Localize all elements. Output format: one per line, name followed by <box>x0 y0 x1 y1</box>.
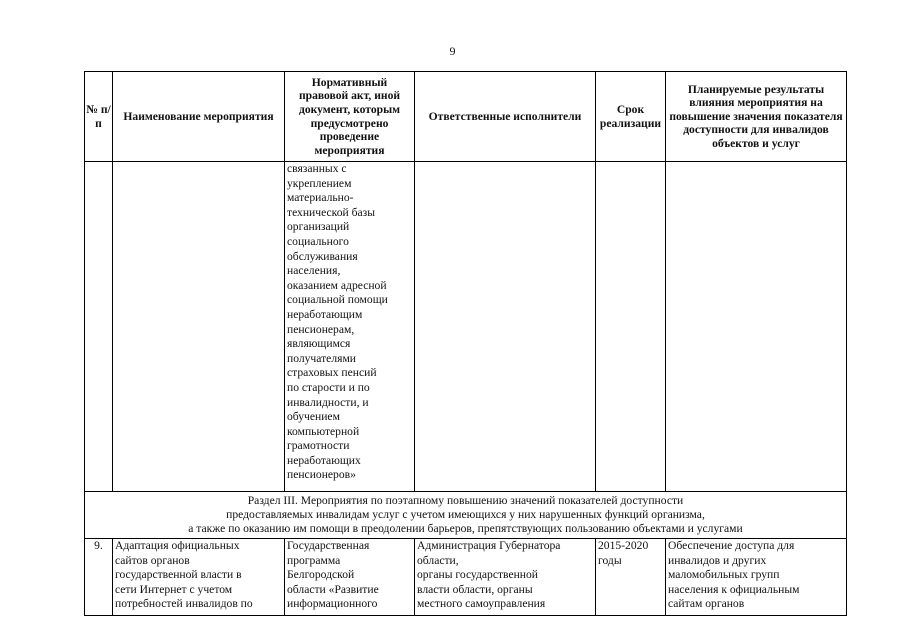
text-line: сайтов органов <box>115 553 190 567</box>
table-cell <box>113 162 285 492</box>
row-number: 9. <box>85 539 113 616</box>
text-line: сети Интернет с учетом <box>115 582 233 596</box>
text-line: инвалидности, и <box>287 395 369 409</box>
term-cell <box>596 539 666 616</box>
text-line: являющимся <box>287 337 351 351</box>
text-line: грамотности <box>287 439 350 453</box>
page-number: 9 <box>449 44 456 58</box>
header-executors: Ответственные исполнители <box>415 72 596 162</box>
section-heading-line: а также по оказанию им помощи в преодолении барьеров, препятствующих пользованию объектами и услугами <box>188 522 743 535</box>
text-line: неработающих <box>287 453 361 467</box>
executors-cell <box>415 539 596 616</box>
measures-table <box>84 71 847 616</box>
continuation-document-cell <box>285 162 415 492</box>
text-line: пенсионеров» <box>287 468 356 482</box>
text-line: информационного <box>287 597 378 611</box>
text-line: программа <box>287 553 341 567</box>
text-line: получателями <box>287 351 356 365</box>
text-line: неработающим <box>287 307 363 321</box>
text-line: оказанием адресной <box>287 278 387 292</box>
text-line: Белгородской <box>287 568 355 582</box>
document-cell <box>285 539 415 616</box>
measure-name-cell <box>113 539 285 616</box>
text-line: органы государственной <box>417 568 539 582</box>
text-line: по старости и по <box>287 380 370 394</box>
results-cell <box>666 539 847 616</box>
section-heading <box>85 492 847 539</box>
header-name: Наименование мероприятия <box>113 72 285 162</box>
text-line: власти области, органы <box>417 582 533 596</box>
text-line: области, <box>417 553 459 567</box>
table-cell <box>85 162 113 492</box>
text-line: социальной помощи <box>287 293 388 307</box>
table-cell <box>596 162 666 492</box>
text-line: области «Развитие <box>287 582 379 596</box>
text-line: технической базы <box>287 205 376 219</box>
text-line: потребностей инвалидов по <box>115 597 253 611</box>
text-line: организаций <box>287 220 350 234</box>
text-line: населения, <box>287 264 341 278</box>
text-line: страховых пенсий <box>287 366 377 380</box>
text-line: обучением <box>287 410 340 424</box>
header-term: Срок реализации <box>596 72 666 162</box>
section-heading-row <box>85 492 847 539</box>
text-line: населения к официальным <box>668 582 800 596</box>
text-line: инвалидов и других <box>668 553 767 567</box>
table-header-row <box>85 72 847 162</box>
text-line: 2015-2020 <box>598 539 649 552</box>
section-heading-line: Раздел III. Мероприятия по поэтапному повышению значений показателей доступности <box>247 494 684 507</box>
table-row <box>85 539 847 616</box>
text-line: пенсионерам, <box>287 322 355 336</box>
text-line: Обеспечение доступа для <box>668 539 795 552</box>
text-line: компьютерной <box>287 424 360 438</box>
table-row-continuation <box>85 162 847 492</box>
text-line: Адаптация официальных <box>115 539 240 552</box>
text-line: связанных с <box>287 162 347 175</box>
text-line: социального <box>287 234 349 248</box>
header-number: № п/п <box>85 72 113 162</box>
text-line: обслуживания <box>287 249 358 263</box>
text-line: государственной власти в <box>115 568 242 582</box>
text-line: годы <box>598 553 622 567</box>
text-line: сайтам органов <box>668 597 745 611</box>
text-line: местного самоуправления <box>417 597 546 611</box>
header-document: Нормативный правовой акт, иной документ, которым предусмотрено проведение мероприятия <box>285 72 415 162</box>
header-results: Планируемые результаты влияния мероприятия на повышение значения показателя доступности для инвалидов объектов и услуг <box>666 72 847 162</box>
section-heading-line: предоставляемых инвалидам услуг с учетом имеющихся у них нарушенных функций организма, <box>226 508 705 521</box>
text-line: маломобильных групп <box>668 568 780 582</box>
text-line: материально- <box>287 191 354 205</box>
table-cell <box>415 162 596 492</box>
text-line: Администрация Губернатора <box>417 539 561 552</box>
table-cell <box>666 162 847 492</box>
text-line: Государственная <box>287 539 370 552</box>
text-line: укреплением <box>287 176 352 190</box>
